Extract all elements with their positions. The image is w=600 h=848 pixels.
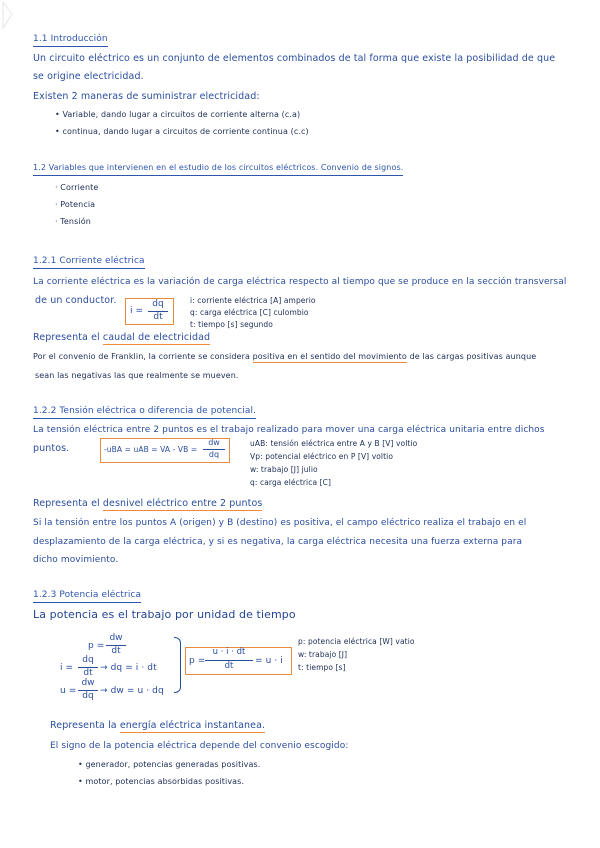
- heading-tension-electrica: 1.2.2 Tensión eléctrica o diferencia de potencial.: [33, 405, 256, 419]
- potencia-sign-text: El signo de la potencia eléctrica depende del convenio escogido:: [50, 741, 349, 751]
- variable-item-potencia: · Potencia: [55, 200, 96, 209]
- boxed-num: u · i · dt: [212, 647, 246, 657]
- tension-represent-term: desnivel eléctrico entre 2 puntos: [102, 498, 263, 509]
- potencia-represent: [50, 720, 265, 732]
- f2-den: dt: [83, 668, 93, 678]
- intro-paragraph-line1: Un circuito eléctrico es un conjunto de elementos combinados de tal forma que existe la posibilidad de que: [33, 53, 556, 64]
- legend-corriente-i: i: corriente eléctrica [A] amperio: [190, 296, 316, 305]
- f3-rhs: → dw = u · dq: [100, 686, 164, 696]
- tension-represent: [33, 498, 262, 510]
- bullet-continua: • continua, dando lugar a circuitos de corriente continua (c.c): [55, 127, 309, 136]
- f1-num: dw: [109, 633, 123, 643]
- variable-item-corriente: · Corriente: [55, 183, 99, 192]
- corriente-def-line2: de un conductor.: [35, 295, 117, 306]
- franklin-line2: sean las negativas las que realmente se mueven.: [35, 371, 239, 380]
- legend-corriente-q: q: carga eléctrica [C] culombio: [190, 308, 309, 317]
- page-corner-mark: [0, 0, 40, 30]
- legend-tension-w: w: trabajo [J] julio: [250, 465, 318, 474]
- corriente-represent-term: caudal de electricidad: [102, 332, 211, 343]
- potencia-represent-term: energía eléctrica instantanea.: [119, 720, 266, 731]
- heading-potencia-electrica: 1.2.3 Potencia eléctrica: [33, 589, 141, 603]
- franklin-line1-b: positiva en el sentido del movimiento: [252, 352, 407, 361]
- tension-sign-line3: dicho movimiento.: [33, 555, 119, 565]
- f2-rhs: → dq = i · dt: [100, 663, 157, 673]
- boxed-rhs: = u · i: [255, 656, 283, 666]
- legend-potencia-p: p: potencia eléctrica [W] vatio: [298, 637, 415, 646]
- formula-corriente-num: dq: [152, 299, 164, 309]
- tension-def-line2: puntos.: [33, 443, 70, 454]
- tension-sign-line1: Si la tensión entre los puntos A (origen) y B (destino) es positiva, el campo eléctrico realiza el trabajo en el: [33, 518, 527, 528]
- formula-bracket: [174, 637, 181, 693]
- tension-def-line1: La tensión eléctrica entre 2 puntos es el trabajo realizado para mover una carga eléctrica unitaria entre dichos: [33, 425, 545, 435]
- bullet-variable: • Variable, dando lugar a circuitos de corriente alterna (c.a): [55, 110, 301, 119]
- bullet-generador: • generador, potencias generadas positivas.: [78, 760, 261, 769]
- potencia-def: La potencia es el trabajo por unidad de tiempo: [33, 608, 296, 621]
- bullet-motor: • motor, potencias absorbidas positivas.: [78, 777, 245, 786]
- formula-corriente-den: dt: [153, 312, 163, 322]
- franklin-line1: [33, 351, 536, 363]
- tension-represent-prefix: Representa el: [33, 498, 103, 509]
- corriente-def-line1: La corriente eléctrica es la variación de carga eléctrica respecto al tiempo que se produce en la sección transversal: [33, 277, 567, 287]
- f1-lhs: p =: [88, 641, 105, 651]
- heading-variables: 1.2 Variables que intervienen en el estudio de los circuitos eléctricos. Convenio de signos.: [33, 162, 403, 176]
- legend-potencia-t: t: tiempo [s]: [298, 663, 346, 672]
- f3-num: dw: [81, 678, 95, 688]
- f3-den: dq: [82, 691, 94, 701]
- legend-tension-vp: Vp: potencial eléctrico en P [V] voltio: [250, 452, 394, 461]
- legend-tension-uab: uAB: tensión eléctrica entre A y B [V] voltio: [250, 439, 418, 448]
- boxed-lhs: p =: [189, 656, 206, 666]
- corriente-represent-prefix: Representa el: [33, 332, 103, 343]
- boxed-den: dt: [224, 661, 234, 671]
- legend-potencia-w: w: trabajo [J]: [298, 650, 348, 659]
- legend-tension-q: q: carga eléctrica [C]: [250, 478, 332, 487]
- variable-item-tension: · Tensión: [55, 217, 91, 226]
- heading-corriente-electrica: 1.2.1 Corriente eléctrica: [33, 255, 145, 269]
- f1-den: dt: [111, 646, 121, 656]
- formula-tension-lhs: -uBA = uAB = VA - VB =: [104, 445, 198, 454]
- franklin-line1-a: Por el convenio de Franklin, la corriente se considera: [33, 352, 253, 361]
- f2-num: dq: [82, 655, 94, 665]
- franklin-line1-c: de las cargas positivas aunque: [406, 352, 537, 361]
- legend-corriente-t: t: tiempo [s] segundo: [190, 320, 273, 329]
- f2-lhs: i =: [60, 663, 74, 673]
- f3-lhs: u =: [60, 686, 77, 696]
- tension-sign-line2: desplazamiento de la carga eléctrica, y si es negativa, la carga eléctrica necesita una fuerza externa para: [33, 537, 523, 547]
- corriente-represent: [33, 332, 210, 344]
- intro-ways-text: Existen 2 maneras de suministrar electricidad:: [33, 91, 260, 102]
- formula-tension-num: dw: [208, 438, 220, 447]
- intro-paragraph-line2: se origine electricidad.: [33, 71, 144, 82]
- heading-introduccion: 1.1 Introducción: [33, 33, 108, 47]
- formula-tension-den: dq: [208, 450, 220, 459]
- potencia-represent-prefix: Representa la: [50, 720, 120, 731]
- formula-corriente-lhs: i =: [130, 306, 144, 316]
